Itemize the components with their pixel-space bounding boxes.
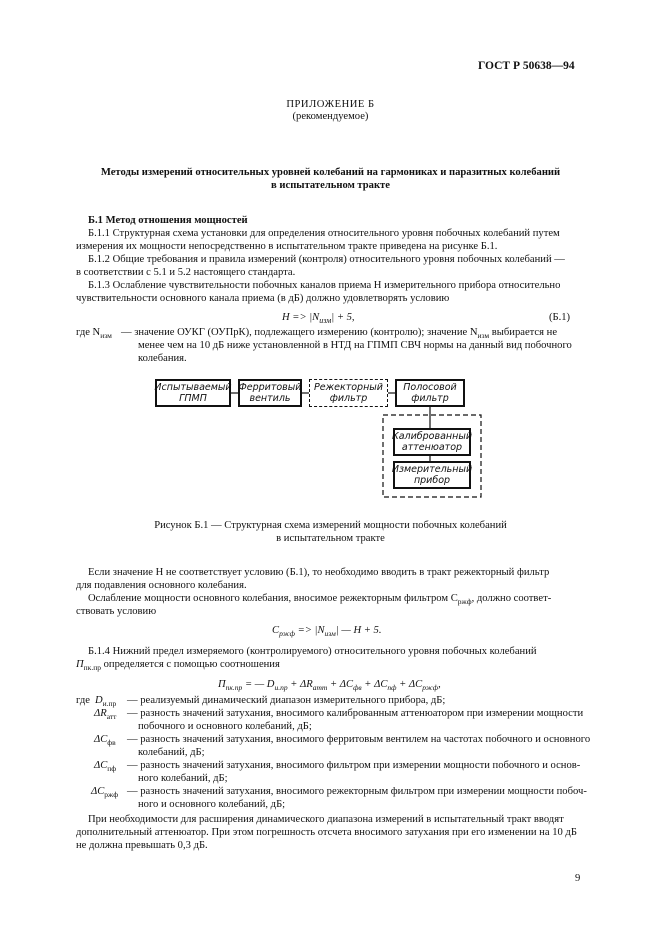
formula-ll-r3: + ΔC bbox=[327, 679, 354, 690]
formula-notch-sub2: изм bbox=[324, 629, 336, 639]
paragraph-attenuation-line1 bbox=[88, 592, 551, 608]
appendix-title: ПРИЛОЖЕНИЕ Б bbox=[286, 99, 375, 110]
where-n-line3: колебания. bbox=[138, 353, 187, 364]
paragraph-b13-line2: чувствительности основного канала приема (в дБ) должно удовлетворять условию bbox=[76, 293, 450, 304]
def-d1-var: D bbox=[95, 695, 103, 706]
formula-ll-r5: + ΔC bbox=[396, 679, 423, 690]
formula-b1-sub: изм bbox=[319, 316, 332, 326]
definition-d4-text1: — разность значений затухания, вносимого фильтром при измерении мощности побочного и основ- bbox=[127, 760, 581, 771]
def-d1-sub: и.пр bbox=[102, 699, 117, 709]
formula-b1-end: | + 5, bbox=[331, 312, 355, 323]
def-d2-sub: атт bbox=[106, 712, 117, 722]
formula-ll-r1: = — D bbox=[242, 679, 275, 690]
section-title-line1: Методы измерений относительных уровней колебаний на гармониках и паразитных колебаний bbox=[100, 167, 561, 178]
paragraph-b14-line1: Б.1.4 Нижний предел измеряемого (контролируемого) относительного уровня побочных колебаний bbox=[88, 646, 537, 657]
paragraph-b13-line1: Б.1.3 Ослабление чувствительности побочных каналов приема Н измерительного прибора относительно bbox=[88, 280, 561, 291]
def-d5-var: ΔC bbox=[91, 786, 105, 797]
block-bandpass-label: Полосовой фильтр bbox=[403, 382, 457, 404]
paragraph-final-line1: При необходимости для расширения динамического диапазона измерений в испытательный тракт вводят bbox=[88, 814, 564, 825]
where-n-prefix-text: где N bbox=[76, 327, 101, 338]
document-standard-number: ГОСТ Р 50638—94 bbox=[478, 60, 575, 72]
paragraph-b14-line2 bbox=[76, 658, 280, 674]
def-d2-var: ΔR bbox=[94, 708, 107, 719]
formula-b1-label: (Б.1) bbox=[549, 312, 571, 323]
appendix-subtitle: (рекомендуемое) bbox=[292, 111, 369, 122]
paragraph-b12-line2: в соответствии с 5.1 и 5.2 настоящего стандарта. bbox=[76, 267, 296, 278]
where-n-line2: менее чем на 10 дБ ниже установленной в НТД на ГПМП СВЧ нормы на данный вид побочного bbox=[138, 340, 572, 351]
def-d4-sub: пф bbox=[107, 764, 117, 774]
definition-d3-var bbox=[94, 733, 116, 749]
formula-notch-condition bbox=[272, 624, 381, 640]
formula-b1-main: H => |N bbox=[282, 312, 320, 323]
formula-ll-sub1: пк.пр bbox=[225, 683, 243, 693]
figure-caption-line2: в испытательном тракте bbox=[276, 533, 385, 544]
definition-d3-text1: — разность значений затухания, вносимого ферритовым вентилем на частотах побочного и основного bbox=[127, 734, 591, 745]
block-meter-label: Измерительный прибор bbox=[391, 464, 473, 486]
formula-ll-end: , bbox=[438, 679, 441, 690]
def-d3-var: ΔC bbox=[94, 734, 108, 745]
block-attenuator-label: Калиброванный аттенюатор bbox=[391, 431, 473, 453]
figure-caption-line1: Рисунок Б.1 — Структурная схема измерений мощности побочных колебаний bbox=[154, 520, 507, 531]
definition-d3-text2: колебаний, дБ; bbox=[138, 747, 205, 758]
formula-ll-r4: + ΔC bbox=[361, 679, 388, 690]
definition-d2-text1: — разность значений затухания, вносимого калиброванным аттенюатором при измерении мощности bbox=[127, 708, 584, 719]
formula-ll-sub3: атт bbox=[312, 683, 328, 693]
formula-lower-limit bbox=[218, 678, 441, 694]
paragraph-b11-line1: Б.1.1 Структурная схема установки для определения относительного уровня побочных колебаний путем bbox=[88, 228, 560, 239]
where-n-line1-end: выбирается не bbox=[489, 327, 558, 338]
block-notch-label: Режекторный фильтр bbox=[314, 382, 383, 404]
where-n-line1-sub: изм bbox=[477, 331, 490, 341]
formula-ll-sub5: пф bbox=[387, 683, 397, 693]
paragraph-attenuation-text: Ослабление мощности основного колебания, вносимое режекторным фильтром C bbox=[88, 593, 458, 604]
definition-d5-text1: — разность значений затухания, вносимого режекторным фильтром при измерении мощности побоч- bbox=[127, 786, 587, 797]
definition-intro: где bbox=[76, 695, 90, 706]
formula-ll-sub2: и.пр bbox=[274, 683, 288, 693]
section-title-line2: в испытательном тракте bbox=[271, 180, 390, 191]
block-device-label: Испытываемый ГПМП bbox=[154, 382, 232, 404]
definition-d1-text: — реализуемый динамический диапазон измерительного прибора, дБ; bbox=[127, 695, 446, 706]
definition-d5-var bbox=[91, 785, 118, 801]
paragraph-final-line3: не должна превышать 0,3 дБ. bbox=[76, 840, 208, 851]
def-d4-var: ΔC bbox=[94, 760, 108, 771]
definition-d4-var bbox=[94, 759, 116, 775]
paragraph-attenuation-sub: ржф bbox=[457, 597, 472, 607]
formula-ll-p: П bbox=[218, 679, 226, 690]
subsection-heading: Б.1 Метод отношения мощностей bbox=[88, 215, 248, 226]
paragraph-final-line2: дополнительный аттенюатор. При этом погрешность отсчета вносимого затухания при его изменении на 10 дБ bbox=[76, 827, 577, 838]
paragraph-b12-line1: Б.1.2 Общие требования и правила измерений (контроля) относительного уровня побочных колебаний — bbox=[88, 254, 565, 265]
paragraph-attenuation-line2: ствовать условию bbox=[76, 606, 157, 617]
formula-notch-sub: ржф bbox=[279, 629, 295, 639]
paragraph-b14-rest: определяется с помощью соотношения bbox=[100, 659, 280, 670]
definition-d2-text2: побочного и основного колебаний, дБ; bbox=[138, 721, 312, 732]
paragraph-b14-sub: пк.пр bbox=[83, 663, 101, 673]
where-n-prefix-sub: изм bbox=[100, 331, 112, 341]
paragraph-if-h-line1: Если значение Н не соответствует условию (Б.1), то необходимо вводить в тракт режекторный фильтр bbox=[88, 567, 550, 578]
paragraph-if-h-line2: для подавления основного колебания. bbox=[76, 580, 247, 591]
formula-ll-r2: + ΔR bbox=[287, 679, 313, 690]
def-d3-sub: фв bbox=[107, 738, 116, 748]
formula-notch-end: | — H + 5. bbox=[335, 625, 382, 636]
where-n-line1-text: — значение ОУКГ (ОУПрК), подлежащего измерению (контролю); значение N bbox=[121, 327, 478, 338]
def-d5-sub: ржф bbox=[104, 790, 119, 800]
paragraph-b14-var: П bbox=[76, 659, 84, 670]
formula-ll-sub4: фв bbox=[353, 683, 362, 693]
formula-notch-mid: => |N bbox=[294, 625, 325, 636]
paragraph-attenuation-end: , должно соответ- bbox=[471, 593, 552, 604]
definition-d4-text2: ного колебаний, дБ; bbox=[138, 773, 228, 784]
page-number: 9 bbox=[575, 873, 581, 884]
definition-d2-var bbox=[94, 707, 116, 723]
block-ferrite-label: Ферритовый вентиль bbox=[238, 382, 302, 404]
dashed-bypass-frame bbox=[383, 415, 481, 497]
definition-d5-text2: ного и основного колебаний, дБ; bbox=[138, 799, 286, 810]
formula-notch-var: C bbox=[272, 625, 280, 636]
paragraph-b11-line2: измерения их мощности непосредственно в испытательном тракте приведена на рисунке Б.1. bbox=[76, 241, 498, 252]
formula-ll-sub6: ржф bbox=[422, 683, 439, 693]
